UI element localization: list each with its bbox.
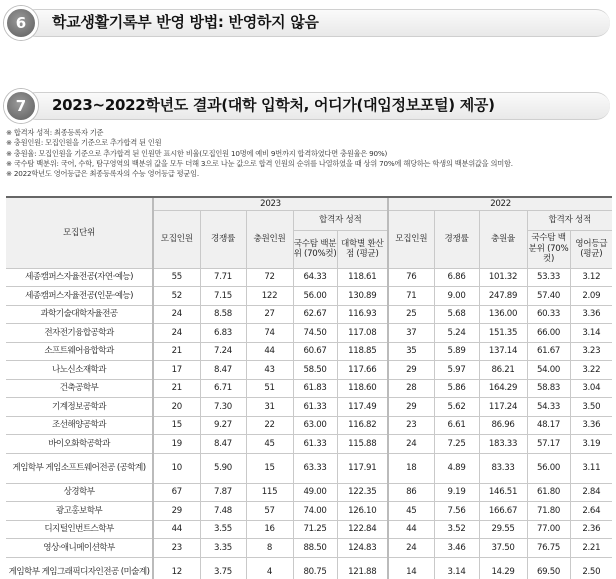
- table-row: [6, 453, 612, 483]
- extra-2023-cell: 45: [246, 435, 293, 454]
- unit-cell: 과학기술대학자율전공: [6, 305, 153, 324]
- percentile-2022-cell: 58.83: [527, 379, 570, 398]
- table-row: [6, 539, 612, 558]
- quota-2022-cell: 44: [388, 520, 434, 539]
- percentile-2022-cell: 76.75: [527, 539, 570, 558]
- quota-2023-cell: 52: [153, 287, 200, 306]
- unit-cell: 건축공학부: [6, 379, 153, 398]
- rate-2022-cell: 5.24: [434, 324, 479, 343]
- rate-2022-cell: 4.89: [434, 453, 479, 483]
- quota-2022-cell: 28: [388, 379, 434, 398]
- rate-2022-cell: 7.25: [434, 435, 479, 454]
- english-2022-cell: 3.23: [570, 342, 612, 361]
- english-grade-header: 영어등급 (평균): [570, 230, 612, 268]
- percentile-2023-cell: 58.50: [293, 361, 337, 380]
- quota-2022-cell: 37: [388, 324, 434, 343]
- table-row: [6, 268, 612, 287]
- converted-2023-cell: 117.49: [337, 398, 388, 417]
- rate-2023-cell: 7.48: [200, 502, 246, 521]
- english-2022-cell: 2.84: [570, 483, 612, 502]
- table-row: [6, 416, 612, 435]
- extra-rate-2022-cell: 83.33: [479, 453, 527, 483]
- quota-2023-cell: 20: [153, 398, 200, 417]
- percentile-2022-cell: 69.50: [527, 557, 570, 579]
- quota-2022-cell: 18: [388, 453, 434, 483]
- quota-2023-cell: 21: [153, 342, 200, 361]
- section-7-header: [4, 89, 610, 123]
- rate-header: 경쟁률: [434, 210, 479, 268]
- unit-cell: 기계정보공학과: [6, 398, 153, 417]
- quota-2022-cell: 86: [388, 483, 434, 502]
- quota-2022-cell: 45: [388, 502, 434, 521]
- rate-2022-cell: 5.62: [434, 398, 479, 417]
- quota-2023-cell: 21: [153, 379, 200, 398]
- percentile-2023-cell: 61.33: [293, 435, 337, 454]
- quota-header: 모집인원: [388, 210, 434, 268]
- extra-rate-2022-cell: 151.35: [479, 324, 527, 343]
- year-2023-header: 2023: [153, 197, 388, 210]
- table-row: [6, 379, 612, 398]
- extra-2023-cell: 72: [246, 268, 293, 287]
- english-2022-cell: 3.36: [570, 305, 612, 324]
- extra-rate-2022-cell: 136.00: [479, 305, 527, 324]
- rate-2022-cell: 5.86: [434, 379, 479, 398]
- extra-2023-cell: 31: [246, 398, 293, 417]
- quota-2023-cell: 24: [153, 305, 200, 324]
- table-row: [6, 557, 612, 579]
- percentile-2023-cell: 63.00: [293, 416, 337, 435]
- rate-2023-cell: 8.58: [200, 305, 246, 324]
- english-2022-cell: 3.12: [570, 268, 612, 287]
- rate-2023-cell: 7.71: [200, 268, 246, 287]
- english-2022-cell: 2.21: [570, 539, 612, 558]
- quota-2023-cell: 55: [153, 268, 200, 287]
- note-line: ※ 국수탐 백분위: 국어, 수학, 탐구영역의 백분위 값을 모두 더해 3으로 나눈 값으로 합격 인원의 순위를 나열하였을 때 상위 70%에 해당하는 학생의 백분위값을 의미함.: [6, 158, 513, 168]
- converted-2023-cell: 126.10: [337, 502, 388, 521]
- percentile-2022-cell: 77.00: [527, 520, 570, 539]
- section-7-title: 2023~2022학년도 결과(대학 입학처, 어디가(대입정보포털) 제공): [52, 96, 495, 114]
- converted-2023-cell: 118.60: [337, 379, 388, 398]
- converted-score-header: 대학별 환산점 (평균): [337, 230, 388, 268]
- table-row: [6, 287, 612, 306]
- english-2022-cell: 2.64: [570, 502, 612, 521]
- extra-rate-header: 충원율: [479, 210, 527, 268]
- note-line: ※ 2022학년도 영어등급은 최종등록자의 수능 영어등급 평균임.: [6, 169, 200, 179]
- extra-rate-2022-cell: 247.89: [479, 287, 527, 306]
- percentile-2023-cell: 61.83: [293, 379, 337, 398]
- rate-2022-cell: 9.19: [434, 483, 479, 502]
- extra-2023-cell: 44: [246, 342, 293, 361]
- extra-rate-2022-cell: 146.51: [479, 483, 527, 502]
- converted-2023-cell: 124.83: [337, 539, 388, 558]
- english-2022-cell: 3.14: [570, 324, 612, 343]
- rate-2023-cell: 3.75: [200, 557, 246, 579]
- rate-2022-cell: 5.68: [434, 305, 479, 324]
- extra-rate-2022-cell: 101.32: [479, 268, 527, 287]
- converted-2023-cell: 121.88: [337, 557, 388, 579]
- extra-rate-2022-cell: 164.29: [479, 379, 527, 398]
- quota-2022-cell: 23: [388, 416, 434, 435]
- table-row: [6, 435, 612, 454]
- quota-2023-cell: 44: [153, 520, 200, 539]
- percentile-2023-cell: 60.67: [293, 342, 337, 361]
- rate-2023-cell: 7.30: [200, 398, 246, 417]
- quota-2023-cell: 29: [153, 502, 200, 521]
- year-2022-header: 2022: [388, 197, 612, 210]
- converted-2023-cell: 117.66: [337, 361, 388, 380]
- quota-2022-cell: 29: [388, 398, 434, 417]
- quota-2022-cell: 29: [388, 361, 434, 380]
- rate-header: 경쟁률: [200, 210, 246, 268]
- quota-2022-cell: 14: [388, 557, 434, 579]
- quota-2022-cell: 35: [388, 342, 434, 361]
- rate-2023-cell: 3.35: [200, 539, 246, 558]
- percentile-2022-cell: 48.17: [527, 416, 570, 435]
- table-row: [6, 361, 612, 380]
- extra-2023-cell: 74: [246, 324, 293, 343]
- converted-2023-cell: 118.85: [337, 342, 388, 361]
- percentile-2023-cell: 74.00: [293, 502, 337, 521]
- english-2022-cell: 2.50: [570, 557, 612, 579]
- percentile-2023-cell: 71.25: [293, 520, 337, 539]
- unit-cell: 게임학부 게임소프트웨어전공 (공학계): [6, 453, 153, 483]
- quota-2022-cell: 24: [388, 539, 434, 558]
- table-row: [6, 483, 612, 502]
- rate-2022-cell: 7.56: [434, 502, 479, 521]
- converted-2023-cell: 115.88: [337, 435, 388, 454]
- extra-2023-cell: 4: [246, 557, 293, 579]
- unit-cell: 영상·애니메이션학부: [6, 539, 153, 558]
- rate-2023-cell: 9.27: [200, 416, 246, 435]
- converted-2023-cell: 116.93: [337, 305, 388, 324]
- unit-cell: 바이오화학공학과: [6, 435, 153, 454]
- converted-2023-cell: 117.91: [337, 453, 388, 483]
- percentile-2023-cell: 74.50: [293, 324, 337, 343]
- quota-2022-cell: 24: [388, 435, 434, 454]
- unit-cell: 세종캠퍼스자율전공(인문·예능): [6, 287, 153, 306]
- english-2022-cell: 3.36: [570, 416, 612, 435]
- extra-rate-2022-cell: 86.96: [479, 416, 527, 435]
- quota-2023-cell: 23: [153, 539, 200, 558]
- extra-2023-cell: 57: [246, 502, 293, 521]
- quota-2023-cell: 67: [153, 483, 200, 502]
- extra-2023-cell: 115: [246, 483, 293, 502]
- note-line: ※ 충원율: 모집인원을 기준으로 추가합격 된 인원만 표시한 비율(모집인원 10명에 예비 9번까지 합격하였다면 충원율은 90%): [6, 148, 388, 158]
- english-2022-cell: 3.04: [570, 379, 612, 398]
- percentile-2022-cell: 54.33: [527, 398, 570, 417]
- rate-2022-cell: 6.86: [434, 268, 479, 287]
- score-header: 합격자 성적: [293, 210, 388, 230]
- unit-cell: 광고홍보학부: [6, 502, 153, 521]
- quota-2023-cell: 10: [153, 453, 200, 483]
- percentile-2023-cell: 56.00: [293, 287, 337, 306]
- unit-cell: 전자전기융합공학과: [6, 324, 153, 343]
- converted-2023-cell: 118.61: [337, 268, 388, 287]
- english-2022-cell: 2.09: [570, 287, 612, 306]
- unit-cell: 상경학부: [6, 483, 153, 502]
- converted-2023-cell: 116.82: [337, 416, 388, 435]
- quota-2023-cell: 12: [153, 557, 200, 579]
- quota-2022-cell: 25: [388, 305, 434, 324]
- rate-2023-cell: 8.47: [200, 361, 246, 380]
- table-row: [6, 342, 612, 361]
- unit-cell: 나노신소재학과: [6, 361, 153, 380]
- rate-2022-cell: 9.00: [434, 287, 479, 306]
- percentile-header: 국수탐 백분위 (70%컷): [293, 230, 337, 268]
- percentile-2022-cell: 57.17: [527, 435, 570, 454]
- rate-2023-cell: 7.87: [200, 483, 246, 502]
- converted-2023-cell: 122.35: [337, 483, 388, 502]
- percentile-2022-cell: 54.00: [527, 361, 570, 380]
- quota-2023-cell: 17: [153, 361, 200, 380]
- table-row: [6, 324, 612, 343]
- table-row: [6, 398, 612, 417]
- results-table: [6, 196, 612, 579]
- rate-2023-cell: 3.55: [200, 520, 246, 539]
- notes: [6, 128, 612, 179]
- converted-2023-cell: 122.84: [337, 520, 388, 539]
- percentile-2022-cell: 61.67: [527, 342, 570, 361]
- extra-rate-2022-cell: 117.24: [479, 398, 527, 417]
- unit-cell: 소프트웨어융합학과: [6, 342, 153, 361]
- extra-2023-cell: 51: [246, 379, 293, 398]
- extra-2023-cell: 122: [246, 287, 293, 306]
- extra-rate-2022-cell: 29.55: [479, 520, 527, 539]
- quota-header: 모집인원: [153, 210, 200, 268]
- extra-rate-2022-cell: 166.67: [479, 502, 527, 521]
- percentile-2023-cell: 88.50: [293, 539, 337, 558]
- english-2022-cell: 3.22: [570, 361, 612, 380]
- converted-2023-cell: 130.89: [337, 287, 388, 306]
- section-number-badge: 6: [4, 6, 38, 40]
- section-6-title: 학교생활기록부 반영 방법: 반영하지 않음: [52, 13, 319, 31]
- rate-2022-cell: 5.89: [434, 342, 479, 361]
- percentile-2022-cell: 56.00: [527, 453, 570, 483]
- extra-2023-cell: 8: [246, 539, 293, 558]
- percentile-2022-cell: 57.40: [527, 287, 570, 306]
- extra-rate-2022-cell: 14.29: [479, 557, 527, 579]
- extra-rate-2022-cell: 37.50: [479, 539, 527, 558]
- rate-2022-cell: 3.46: [434, 539, 479, 558]
- rate-2023-cell: 5.90: [200, 453, 246, 483]
- percentile-2022-cell: 61.80: [527, 483, 570, 502]
- extra-2023-cell: 27: [246, 305, 293, 324]
- extra-rate-2022-cell: 137.14: [479, 342, 527, 361]
- percentile-2023-cell: 64.33: [293, 268, 337, 287]
- rate-2023-cell: 6.83: [200, 324, 246, 343]
- english-2022-cell: 2.36: [570, 520, 612, 539]
- rate-2022-cell: 3.52: [434, 520, 479, 539]
- rate-2023-cell: 7.15: [200, 287, 246, 306]
- extra-header: 충원인원: [246, 210, 293, 268]
- percentile-2023-cell: 49.00: [293, 483, 337, 502]
- quota-2023-cell: 19: [153, 435, 200, 454]
- note-line: ※ 충원인원: 모집인원을 기준으로 추가합격 된 인원: [6, 138, 162, 148]
- extra-rate-2022-cell: 86.21: [479, 361, 527, 380]
- quota-2022-cell: 76: [388, 268, 434, 287]
- unit-cell: 게임학부 게임그래픽디자인전공 (미술계): [6, 557, 153, 579]
- quota-2023-cell: 15: [153, 416, 200, 435]
- percentile-2022-cell: 66.00: [527, 324, 570, 343]
- percentile-2023-cell: 63.33: [293, 453, 337, 483]
- extra-2023-cell: 43: [246, 361, 293, 380]
- table-row: [6, 520, 612, 539]
- unit-header: 모집단위: [6, 197, 153, 268]
- percentile-2022-cell: 60.33: [527, 305, 570, 324]
- note-line: ※ 합격자 성적: 최종등록자 기준: [6, 128, 104, 137]
- quota-2022-cell: 71: [388, 287, 434, 306]
- english-2022-cell: 3.50: [570, 398, 612, 417]
- extra-2023-cell: 15: [246, 453, 293, 483]
- percentile-header: 국수탐 백분위 (70%컷): [527, 230, 570, 268]
- score-header: 합격자 성적: [527, 210, 612, 230]
- extra-2023-cell: 16: [246, 520, 293, 539]
- table-row: [6, 502, 612, 521]
- section-6-header: [4, 6, 610, 40]
- rate-2022-cell: 6.61: [434, 416, 479, 435]
- unit-cell: 세종캠퍼스자율전공(자연·예능): [6, 268, 153, 287]
- converted-2023-cell: 117.08: [337, 324, 388, 343]
- rate-2022-cell: 5.97: [434, 361, 479, 380]
- rate-2022-cell: 3.14: [434, 557, 479, 579]
- percentile-2022-cell: 71.80: [527, 502, 570, 521]
- section-number-badge: 7: [4, 89, 38, 123]
- unit-cell: 디지털인번트스학부: [6, 520, 153, 539]
- english-2022-cell: 3.11: [570, 453, 612, 483]
- percentile-2022-cell: 53.33: [527, 268, 570, 287]
- extra-2023-cell: 22: [246, 416, 293, 435]
- percentile-2023-cell: 62.67: [293, 305, 337, 324]
- english-2022-cell: 3.19: [570, 435, 612, 454]
- percentile-2023-cell: 61.33: [293, 398, 337, 417]
- quota-2023-cell: 24: [153, 324, 200, 343]
- extra-rate-2022-cell: 183.33: [479, 435, 527, 454]
- table-row: [6, 305, 612, 324]
- rate-2023-cell: 7.24: [200, 342, 246, 361]
- percentile-2023-cell: 80.75: [293, 557, 337, 579]
- rate-2023-cell: 8.47: [200, 435, 246, 454]
- unit-cell: 조선해양공학과: [6, 416, 153, 435]
- rate-2023-cell: 6.71: [200, 379, 246, 398]
